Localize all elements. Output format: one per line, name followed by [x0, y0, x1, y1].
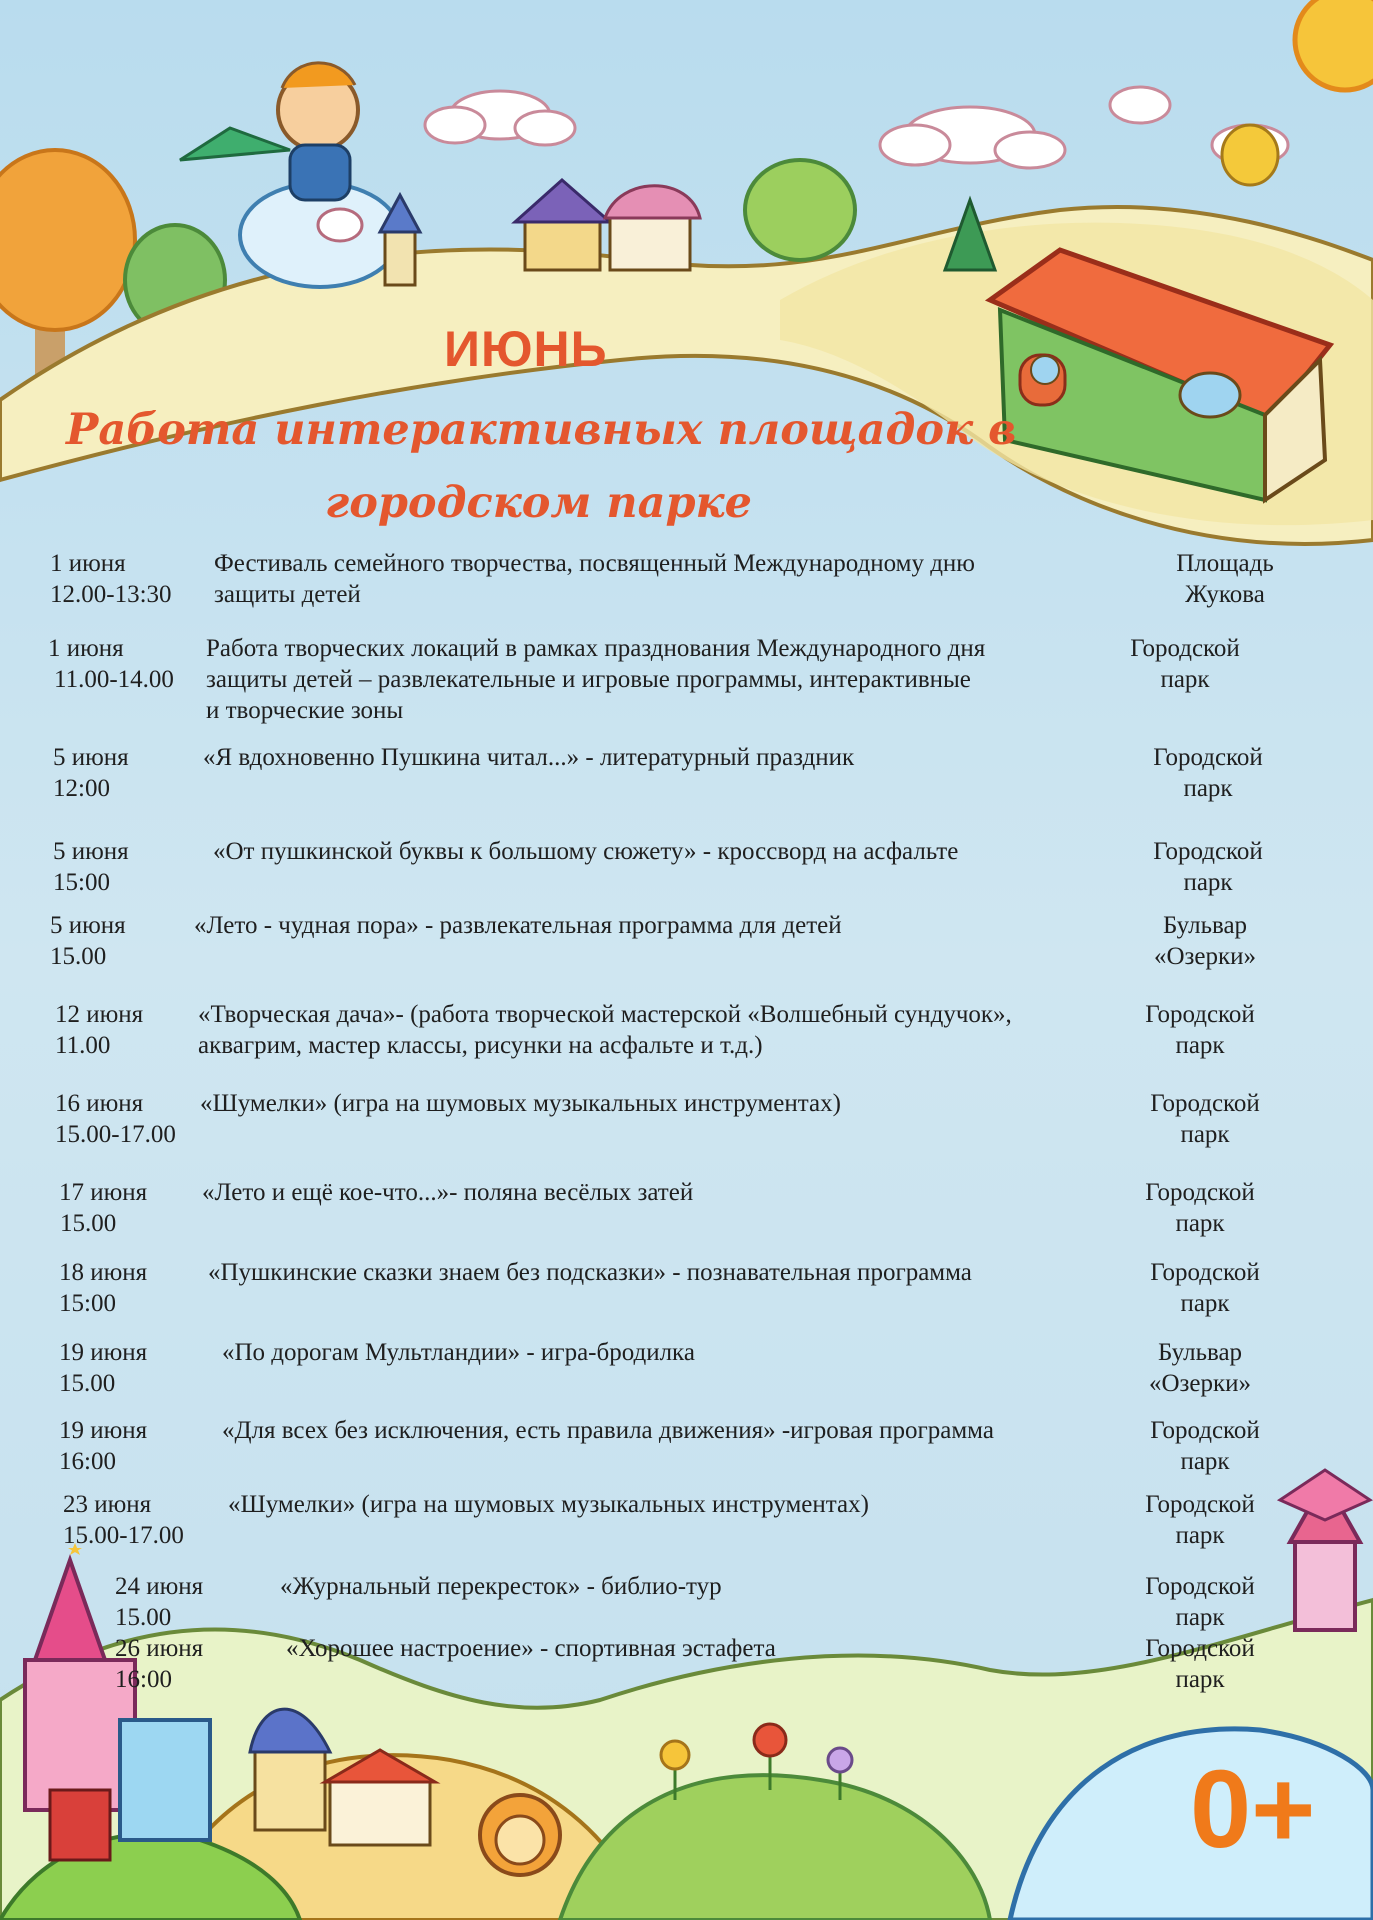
- event-time: 16:00: [59, 1448, 116, 1475]
- event-description: «Творческая дача»- (работа творческой мастерской «Волшебный сундучок»,: [198, 1001, 1012, 1028]
- event-place: Жукова: [1185, 581, 1265, 608]
- event-time: 15:00: [53, 869, 110, 896]
- event-time: 16:00: [115, 1666, 172, 1693]
- event-place: парк: [1180, 1290, 1230, 1317]
- event-place: парк: [1180, 1448, 1230, 1475]
- event-date: 17 июня: [59, 1179, 148, 1206]
- event-place: парк: [1160, 666, 1210, 693]
- event-description: «Для всех без исключения, есть правила движения» -игровая программа: [222, 1417, 994, 1444]
- event-time: 11.00-14.00: [54, 666, 174, 693]
- age-rating-badge: 0+: [1190, 1748, 1316, 1871]
- event-place: «Озерки»: [1148, 1370, 1252, 1397]
- event-time: 15.00-17.00: [55, 1121, 176, 1148]
- event-time: 15.00: [50, 943, 107, 970]
- title-line-1: Работа интерактивных площадок в: [66, 405, 1017, 455]
- event-place: Городской: [1150, 1090, 1260, 1117]
- event-place: парк: [1175, 1210, 1225, 1237]
- event-date: 23 июня: [63, 1491, 152, 1518]
- event-date: 24 июня: [115, 1573, 204, 1600]
- event-place: Городской: [1145, 1179, 1255, 1206]
- event-place: Площадь: [1176, 550, 1274, 577]
- event-date: 5 июня: [53, 838, 129, 865]
- lion-icon: [480, 1795, 560, 1875]
- event-place: Городской: [1150, 1259, 1260, 1286]
- event-place: Городской: [1153, 838, 1263, 865]
- title-line-2: городском парке: [325, 478, 752, 528]
- event-date: 18 июня: [59, 1259, 148, 1286]
- event-place: Городской: [1145, 1573, 1255, 1600]
- event-description: «Шумелки» (игра на шумовых музыкальных инструментах): [200, 1090, 841, 1117]
- event-date: 5 июня: [53, 744, 129, 771]
- event-description: защиты детей: [214, 581, 361, 608]
- event-description: «По дорогам Мультландии» - игра-бродилка: [222, 1339, 695, 1366]
- event-description: «Лето и ещё кое-что...»- поляна весёлых затей: [202, 1179, 694, 1206]
- event-place: парк: [1175, 1522, 1225, 1549]
- event-place: «Озерки»: [1153, 943, 1257, 970]
- event-date: 19 июня: [59, 1339, 148, 1366]
- event-time: 15.00: [115, 1604, 172, 1631]
- event-description: «Журнальный перекресток» - библио-тур: [280, 1573, 722, 1600]
- event-place: Городской: [1145, 1491, 1255, 1518]
- event-time: 15.00-17.00: [63, 1522, 184, 1549]
- event-place: Городской: [1153, 744, 1263, 771]
- event-time: 12.00-13:30: [50, 581, 172, 608]
- event-time: 15:00: [59, 1290, 116, 1317]
- event-description: «Я вдохновенно Пушкина читал...» - литературный праздник: [203, 744, 855, 771]
- event-place: Городской: [1145, 1001, 1255, 1028]
- event-description: Работа творческих локаций в рамках празднования Международного дня: [206, 635, 986, 662]
- event-time: 12:00: [53, 775, 110, 802]
- event-description: «Хорошее настроение» - спортивная эстафета: [286, 1635, 776, 1662]
- event-description: «Шумелки» (игра на шумовых музыкальных инструментах): [228, 1491, 869, 1518]
- event-place: парк: [1175, 1032, 1225, 1059]
- event-date: 5 июня: [50, 912, 126, 939]
- event-description: Фестиваль семейного творчества, посвященный Международному дню: [214, 550, 975, 577]
- event-date: 19 июня: [59, 1417, 148, 1444]
- event-place: Городской: [1150, 1417, 1260, 1444]
- event-date: 26 июня: [115, 1635, 204, 1662]
- event-place: парк: [1180, 1121, 1230, 1148]
- event-place: Городской: [1130, 635, 1240, 662]
- event-description: и творческие зоны: [206, 697, 404, 724]
- event-date: 12 июня: [55, 1001, 144, 1028]
- event-time: 15.00: [60, 1210, 117, 1237]
- event-date: 1 июня: [50, 550, 126, 577]
- event-place: Городской: [1145, 1635, 1255, 1662]
- event-place: Бульвар: [1157, 1339, 1243, 1366]
- event-date: 1 июня: [48, 635, 124, 662]
- event-description: «Пушкинские сказки знаем без подсказки» - познавательная программа: [208, 1259, 972, 1286]
- event-place: парк: [1183, 869, 1233, 896]
- event-time: 15.00: [59, 1370, 116, 1397]
- event-place: парк: [1175, 1604, 1225, 1631]
- event-date: 16 июня: [55, 1090, 144, 1117]
- event-place: парк: [1175, 1666, 1225, 1693]
- month-heading: ИЮНЬ: [444, 321, 608, 377]
- event-place: Бульвар: [1162, 912, 1248, 939]
- event-description: «От пушкинской буквы к большому сюжету» - кроссворд на асфальте: [213, 838, 959, 865]
- event-time: 11.00: [55, 1032, 111, 1059]
- tower-icon: [1280, 1470, 1370, 1630]
- event-description: аквагрим, мастер классы, рисунки на асфальте и т.д.): [198, 1032, 763, 1059]
- event-description: «Лето - чудная пора» - развлекательная программа для детей: [194, 912, 842, 939]
- event-description: защиты детей – развлекательные и игровые программы, интерактивные: [206, 666, 971, 693]
- event-place: парк: [1183, 775, 1233, 802]
